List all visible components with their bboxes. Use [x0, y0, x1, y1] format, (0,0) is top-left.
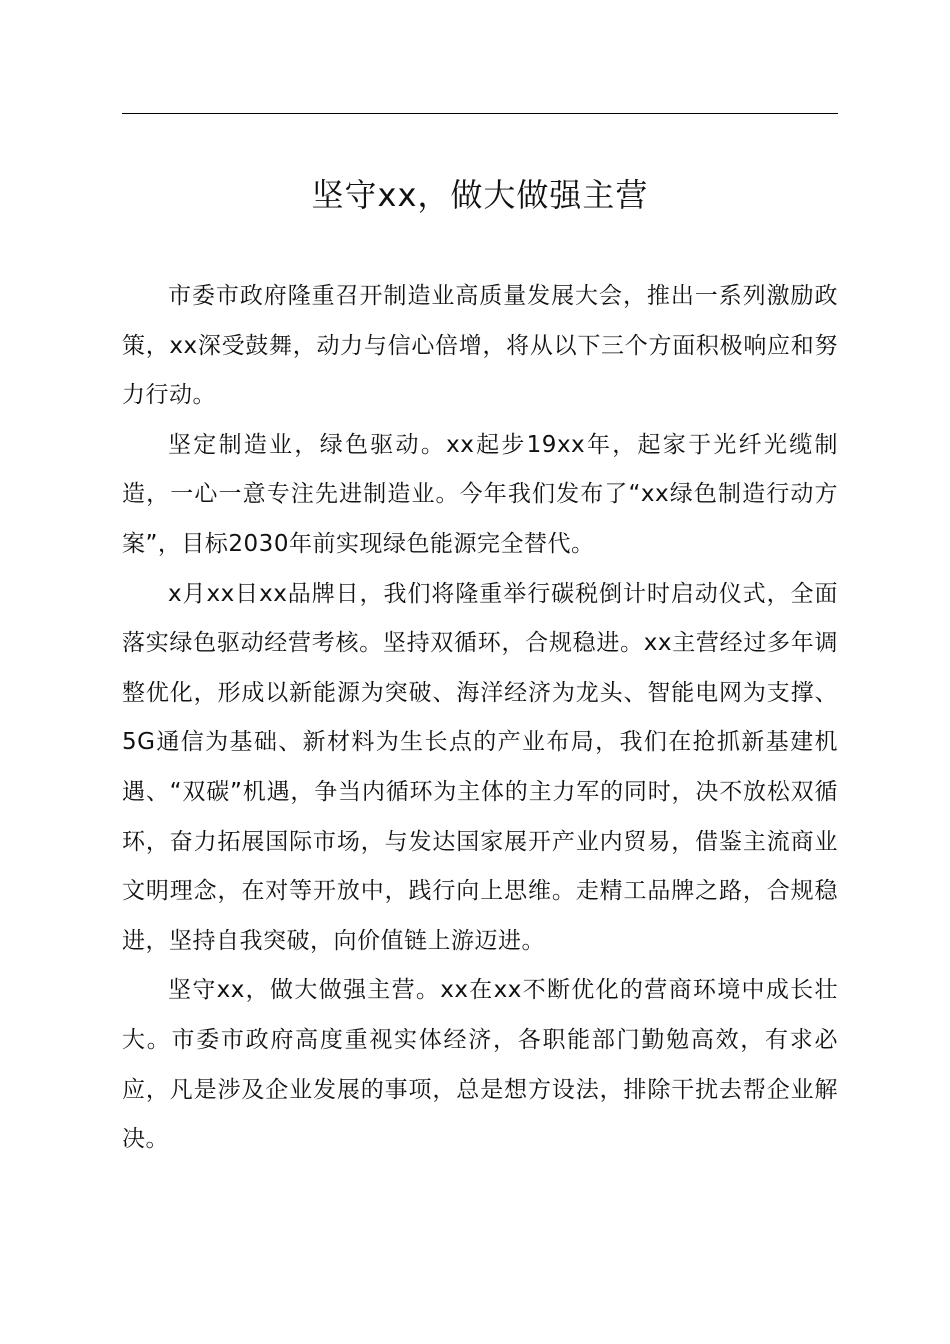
- paragraph-3: x月xx日xx品牌日，我们将隆重举行碳税倒计时启动仪式，全面落实绿色驱动经营考核。坚持双循环，合规稳进。xx主营经过多年调整优化，形成以新能源为突破、海洋经济为龙头、智能电网为支撑、5G通信为基础、新材料为生长点的产业布局，我们在抢抓新基建机遇、“双碳”机遇，争当内循环为主体的主力军的同时，决不放松双循环，奋力拓展国际市场，与发达国家展开产业内贸易，借鉴主流商业文明理念，在对等开放中，践行向上思维。走精工品牌之路，合规稳进，坚持自我突破，向价值链上游迈进。: [122, 580, 838, 954]
- document-title: 坚守xx，做大做强主营: [311, 176, 649, 214]
- paragraph-2: 坚定制造业，绿色驱动。xx起步19xx年，起家于光纤光缆制造，一心一意专注先进制造业。今年我们发布了“xx绿色制造行动方案”，目标2030年前实现绿色能源完全替代。: [122, 431, 838, 557]
- paragraph-1: 市委市政府隆重召开制造业高质量发展大会，推出一系列激励政策，xx深受鼓舞，动力与信心倍增，将从以下三个方面积极响应和努力行动。: [122, 283, 838, 409]
- document-body: [122, 272, 838, 1165]
- header-rule: [122, 113, 838, 114]
- paragraph-4: 坚守xx，做大做强主营。xx在xx不断优化的营商环境中成长壮大。市委市政府高度重视实体经济，各职能部门勤勉高效，有求必应，凡是涉及企业发展的事项，总是想方设法，排除干扰去帮企业解决。: [122, 977, 838, 1153]
